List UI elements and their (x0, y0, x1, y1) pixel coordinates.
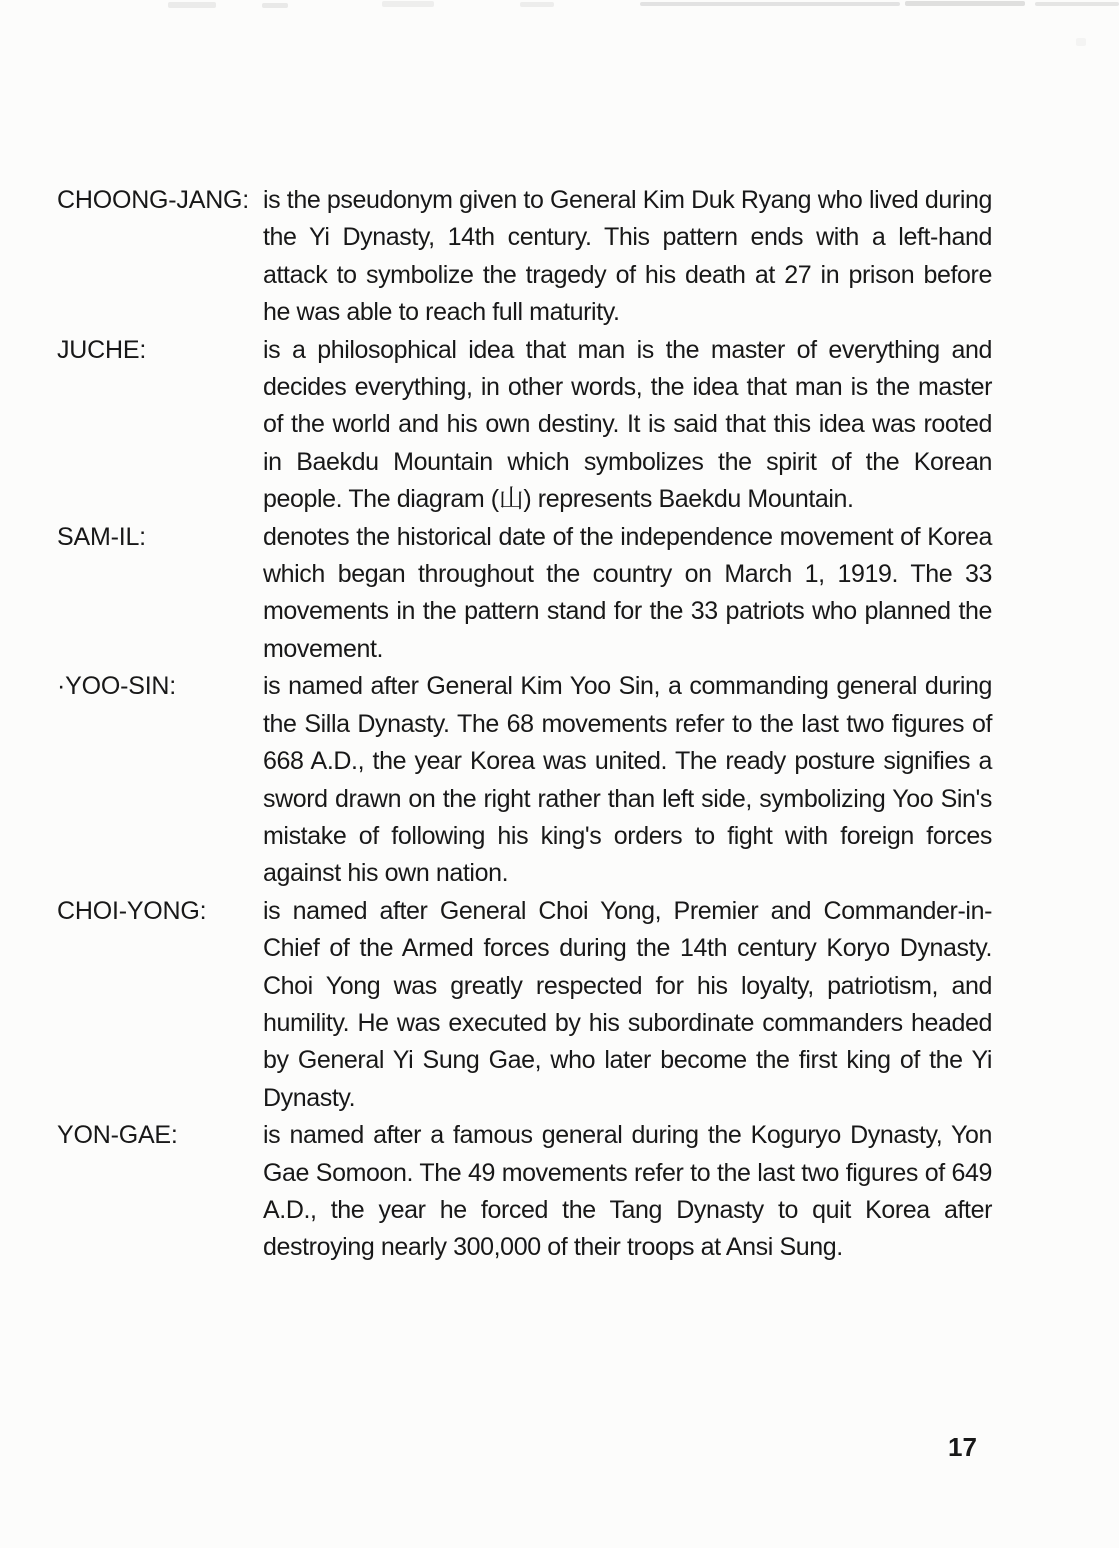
glossary-entry-sam-il (57, 519, 992, 669)
definition-text: is named after General Kim Yoo Sin, a commanding general during the Silla Dynasty. The 68 movements refer to the last two figures of 668 A.D., the year Korea was united. The ready posture signifies a sword drawn on the right rather than left side, symbolizing Yoo Sin's mistake of following his king's orders to fight with foreign forces against his own nation. (263, 672, 992, 888)
glossary-entry-yon-gae (57, 1117, 992, 1267)
glossary-entry-yoo-sin (57, 668, 992, 892)
definition-text: is a philosophical idea that man is the master of everything and decides everything, in other words, the idea that man is the master of the world and his own destiny. It is said that this idea was rooted in Baekdu Mountain which symbolizes the spirit of the Korean people. The diagram (山) represents Baekdu Mountain. (263, 335, 992, 514)
scan-artifact (640, 2, 900, 6)
page-number: 17 (948, 1432, 977, 1462)
scan-artifact (1035, 2, 1119, 6)
definition-text: denotes the historical date of the independence movement of Korea which began throughout the country on March 1, 1919. The 33 movements in the pattern stand for the 33 patriots who planned the movement. (263, 522, 992, 663)
term-label: CHOONG-JANG: (57, 186, 250, 214)
scan-artifact (1076, 38, 1086, 46)
glossary-list (57, 182, 992, 1267)
scan-artifact (905, 1, 1025, 6)
term-label: JUCHE: (57, 335, 147, 364)
glossary-entry-choong-jang (57, 182, 992, 332)
glossary-entry-juche (57, 332, 992, 519)
term-label: ·YOO-SIN: (57, 672, 177, 701)
term-label: CHOI-YONG: (57, 896, 207, 925)
definition-text: is named after a famous general during the Koguryo Dynasty, Yon Gae Somoon. The 49 movements refer to the last two figures of 649 A.D., the year he forced the Tang Dynasty to quit Korea after destroying nearly 300,000 of their troops at Ansi Sung. (263, 1121, 992, 1262)
term-label: SAM-IL: (57, 522, 146, 551)
scan-artifact (520, 2, 554, 7)
glossary-entry-choi-yong (57, 893, 992, 1117)
scan-artifact (382, 1, 434, 7)
scan-artifact (262, 3, 288, 8)
definition-text: is named after General Choi Yong, Premier and Commander-in-Chief of the Armed forces during the 14th century Koryo Dynasty. Choi Yong was greatly respected for his loyalty, patriotism, and humility. He was executed by his subordinate commanders headed by General Yi Sung Gae, who later become the first king of the Yi Dynasty. (263, 896, 992, 1112)
term-label: YON-GAE: (57, 1121, 178, 1150)
definition-text: is the pseudonym given to General Kim Duk Ryang who lived during the Yi Dynasty, 14th century. This pattern ends with a left-hand attack to symbolize the tragedy of his death at 27 in prison before he was able to reach full maturity. (263, 186, 992, 327)
scan-artifact (168, 2, 216, 8)
